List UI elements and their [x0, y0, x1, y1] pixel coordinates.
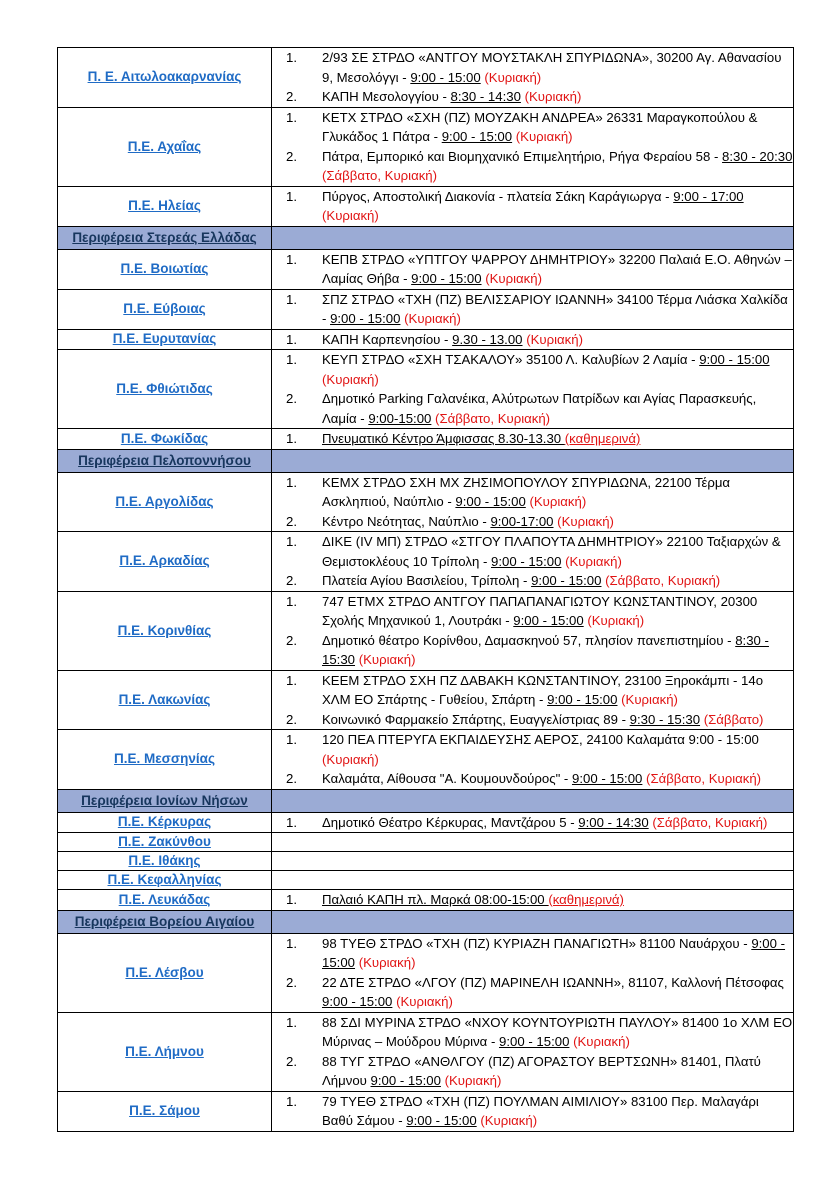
location-item	[272, 389, 793, 428]
location-list	[272, 592, 793, 670]
item-number: 2.	[286, 711, 297, 727]
location-item	[272, 890, 793, 910]
region-row	[58, 871, 794, 890]
item-number: 2.	[286, 391, 297, 406]
location-text: ΣΠΖ ΣΤΡΔΟ «ΤΧΗ (ΠΖ) ΒΕΛΙΣΣΑΡΙΟΥ ΙΩΑΝΝΗ» 34100 Τέρμα Λιάσκα Χαλκίδα -	[322, 291, 788, 326]
location-list	[272, 890, 793, 910]
hours-text: 8:30 - 15:30	[322, 632, 769, 667]
item-number: 2.	[286, 148, 297, 164]
region-row	[58, 329, 794, 350]
item-number: 1.	[286, 474, 297, 490]
item-number: 1.	[286, 892, 297, 907]
region-link[interactable]: Π.Ε. Ευρυτανίας	[112, 331, 217, 347]
locations-cell	[272, 591, 794, 670]
days-note: (καθημερινά)	[564, 431, 641, 446]
location-item	[272, 48, 793, 87]
hours-text: 9:00 - 15:00	[410, 69, 481, 85]
region-link[interactable]: Π.Ε. Ιθάκης	[128, 853, 201, 868]
region-name-cell	[58, 933, 272, 1012]
location-text: ΚΕΤΧ ΣΤΡΔΟ «ΣΧΗ (ΠΖ) ΜΟΥΖΑΚΗ ΑΝΔΡΕΑ» 26331 Μαραγκοπούλου & Γλυκάδος 1 Πάτρα -	[322, 109, 758, 144]
region-name-cell	[58, 532, 272, 592]
location-item	[272, 1013, 793, 1052]
region-link[interactable]: Π.Ε. Βοιωτίας	[120, 261, 209, 276]
days-note: (Σάββατο, Κυριακή)	[646, 771, 762, 786]
region-name-cell	[58, 890, 272, 911]
days-note: (Κυριακή)	[485, 271, 542, 286]
locations-cell	[272, 249, 794, 289]
item-number: 1.	[286, 352, 297, 367]
region-name-cell	[58, 591, 272, 670]
hours-text: Παλαιό ΚΑΠΗ πλ. Μαρκά 08:00-15:00	[322, 892, 549, 907]
hours-text: Πνευματικό Κέντρο Άμφισσας 8.30-13.30	[322, 431, 565, 446]
locations-cell	[272, 107, 794, 186]
section-header-row	[58, 789, 794, 812]
location-item	[272, 250, 793, 289]
locations-cell	[272, 350, 794, 429]
days-note: (Κυριακή)	[404, 311, 461, 326]
item-number: 2.	[286, 632, 297, 648]
location-item	[272, 290, 793, 329]
location-list	[272, 350, 793, 428]
hours-text: 8:30 - 14:30	[450, 89, 521, 104]
locations-cell	[272, 532, 794, 592]
location-text: 2/93 ΣΕ ΣΤΡΔΟ «ΑΝΤΓΟΥ ΜΟΥΣΤΑΚΛΗ ΣΠΥΡΙΔΩΝΑ», 30200 Αγ. Αθανασίου 9, Μεσολόγγι -	[322, 50, 782, 85]
hours-text: 9:00 - 15:00	[699, 352, 770, 367]
region-link[interactable]: Π.Ε. Εύβοιας	[123, 301, 206, 316]
days-note: (Κυριακή)	[524, 89, 582, 104]
locations-cell	[272, 890, 794, 911]
region-link[interactable]: Π.Ε. Φωκίδας	[120, 430, 209, 446]
days-note: (Κυριακή)	[358, 652, 416, 667]
days-note: (Κυριακή)	[587, 613, 645, 628]
item-number: 1.	[286, 935, 297, 951]
location-list	[272, 473, 793, 532]
region-link[interactable]: Π.Ε. Φθιώτιδας	[116, 381, 213, 396]
region-name-cell	[58, 186, 272, 226]
section-title: Περιφέρεια Ιονίων Νήσων	[81, 792, 248, 808]
location-text: ΚΕΕΜ ΣΤΡΔΟ ΣΧΗ ΠΖ ΔΑΒΑΚΗ ΚΩΝΣΤΑΝΤΙΝΟΥ, 23100 Ξηροκάμπι - 14ο ΧΛΜ ΕΟ Σπάρτης - Γυθείου, Σπάρτη -	[322, 672, 764, 707]
location-text: 88 ΤΥΓ ΣΤΡΔΟ «ΑΝΘΛΓΟΥ (ΠΖ) ΑΓΟΡΑΣΤΟΥ ΒΕΡΤΣΩΝΗ» 81401, Πλατύ Λήμνου	[322, 1053, 761, 1088]
region-row	[58, 1012, 794, 1091]
region-link[interactable]: Π.Ε. Ζακύνθου	[118, 834, 211, 849]
schedule-table	[57, 47, 794, 1132]
location-item	[272, 87, 793, 107]
item-number: 1.	[286, 251, 297, 267]
hours-text: 9:00 - 15:00	[499, 1034, 570, 1049]
hours-text: 9:00 - 15:00	[455, 494, 526, 509]
hours-text: 9.30 - 13.00	[452, 331, 523, 347]
location-text: 98 ΤΥΕΘ ΣΤΡΔΟ «ΤΧΗ (ΠΖ) ΚΥΡΙΑΖΗ ΠΑΝΑΓΙΩΤΗ» 81100 Ναυάρχου -	[322, 935, 752, 951]
region-name-cell	[58, 249, 272, 289]
locations-cell	[272, 812, 794, 833]
section-title: Περιφέρεια Στερεάς Ελλάδας	[72, 229, 257, 245]
region-link[interactable]: Π.Ε. Κέρκυρας	[117, 814, 212, 830]
location-list	[272, 532, 793, 591]
location-text: ΚΕΠΒ ΣΤΡΔΟ «ΥΠΤΓΟΥ ΨΑΡΡΟΥ ΔΗΜΗΤΡΙΟΥ» 32200 Παλαιά Ε.Ο. Αθηνών – Λαμίας Θήβα -	[322, 251, 792, 286]
region-link[interactable]: Π.Ε. Λευκάδας	[118, 891, 211, 907]
section-title: Περιφέρεια Πελοποννήσου	[78, 452, 251, 468]
locations-cell	[272, 871, 794, 890]
location-text: Κοινωνικό Φαρμακείο Σπάρτης, Ευαγγελίστριας 89 -	[322, 711, 630, 727]
region-row	[58, 472, 794, 532]
region-name-cell	[58, 730, 272, 790]
location-text: Πάτρα, Εμπορικό και Βιομηχανικό Επιμελητήριο, Ρήγα Φεραίου 58 -	[322, 148, 723, 164]
region-link[interactable]: Π.Ε. Αργολίδας	[115, 493, 214, 509]
days-note: (Κυριακή)	[480, 1113, 538, 1128]
region-name-cell	[58, 1012, 272, 1091]
days-note: (Κυριακή)	[529, 494, 587, 509]
locations-cell	[272, 186, 794, 226]
item-number: 1.	[286, 431, 297, 446]
hours-text: 9:00 - 15:00	[330, 311, 401, 326]
region-row	[58, 852, 794, 871]
section-header-empty-cell	[272, 226, 794, 249]
days-note: (καθημερινά)	[548, 892, 624, 907]
hours-text: 9:00 - 15:00	[571, 771, 643, 786]
region-row	[58, 812, 794, 833]
location-list	[272, 187, 793, 226]
section-header-empty-cell	[272, 789, 794, 812]
location-text: 747 ΕΤΜΧ ΣΤΡΔΟ ΑΝΤΓΟΥ ΠΑΠΑΠΑΝΑΓΙΩΤΟΥ ΚΩΝΣΤΑΝΤΙΝΟΥ, 20300 Σχολής Μηχανικού 1, Λουτράκι -	[322, 593, 758, 628]
region-name-cell	[58, 670, 272, 730]
days-note: (Κυριακή)	[573, 1034, 630, 1049]
item-number: 2.	[286, 974, 297, 990]
locations-cell	[272, 429, 794, 450]
location-list	[272, 250, 793, 289]
section-header-empty-cell	[272, 449, 794, 472]
location-text: ΚΕΥΠ ΣΤΡΔΟ «ΣΧΗ ΤΣΑΚΑΛΟΥ» 35100 Λ. Καλυβίων 2 Λαμία -	[322, 352, 700, 367]
region-name-cell	[58, 1091, 272, 1131]
locations-cell	[272, 670, 794, 730]
region-row	[58, 532, 794, 592]
location-list	[272, 730, 793, 789]
region-row	[58, 186, 794, 226]
location-list	[272, 1092, 793, 1131]
locations-cell	[272, 472, 794, 532]
region-row	[58, 107, 794, 186]
hours-text: 8:30 - 20:30	[722, 148, 793, 164]
region-link[interactable]: Π.Ε. Λήμνου	[125, 1043, 204, 1059]
days-note: (Σάββατο, Κυριακή)	[322, 168, 438, 183]
region-row	[58, 350, 794, 429]
location-item	[272, 350, 793, 389]
location-text: ΚΕΜΧ ΣΤΡΔΟ ΣΧΗ ΜΧ ΖΗΣΙΜΟΠΟΥΛΟΥ ΣΠΥΡΙΔΩΝΑ, 22100 Τέρμα Ασκληπιού, Ναύπλιο -	[322, 474, 731, 509]
item-number: 1.	[286, 593, 297, 609]
region-link[interactable]: Π.Ε. Αρκαδίας	[119, 553, 210, 569]
region-link[interactable]: Π.Ε. Αχαΐας	[127, 138, 202, 154]
hours-text: 9:00-15:00	[368, 410, 432, 426]
location-list	[272, 934, 793, 1012]
locations-cell	[272, 833, 794, 852]
location-item	[272, 769, 793, 789]
location-text: 120 ΠΕΑ ΠΤΕΡΥΓΑ ΕΚΠΑΙΔΕΥΣΗΣ ΑΕΡΟΣ, 24100 Καλαμάτα 9:00 - 15:00	[322, 732, 759, 747]
item-number: 1.	[286, 814, 297, 830]
days-note: (Σάββατο, Κυριακή)	[605, 573, 721, 588]
days-note: (Κυριακή)	[565, 553, 622, 569]
item-number: 2.	[286, 513, 297, 529]
location-item	[272, 671, 793, 710]
region-link[interactable]: Π.Ε. Ηλείας	[128, 198, 201, 213]
location-text: Δημοτικό θέατρο Κορίνθου, Δαμασκηνού 57, πλησίον πανεπιστημίου -	[322, 632, 736, 648]
hours-text: 9:00 - 17:00	[673, 188, 744, 204]
locations-cell	[272, 1012, 794, 1091]
days-note: (Κυριακή)	[484, 69, 542, 85]
item-number: 2.	[286, 771, 297, 786]
location-item	[272, 429, 793, 449]
region-row	[58, 933, 794, 1012]
region-name-cell	[58, 812, 272, 833]
days-note: (Κυριακή)	[557, 513, 614, 529]
item-number: 1.	[286, 109, 297, 125]
item-number: 2.	[286, 573, 297, 588]
region-link[interactable]: Π.Ε. Κεφαλληνίας	[107, 872, 222, 887]
section-header-empty-cell	[272, 910, 794, 933]
hours-text: 9:00 - 15:00	[531, 573, 602, 588]
region-row	[58, 591, 794, 670]
section-header-cell	[58, 910, 272, 933]
locations-cell	[272, 933, 794, 1012]
location-text: Πύργος, Αποστολική Διακονία - πλατεία Σάκη Καράγιωργα -	[322, 188, 674, 204]
location-item	[272, 934, 793, 973]
section-header-cell	[58, 789, 272, 812]
item-number: 1.	[286, 534, 297, 549]
region-name-cell	[58, 329, 272, 350]
region-row	[58, 429, 794, 450]
region-name-cell	[58, 429, 272, 450]
location-text: Καλαμάτα, Αίθουσα "Α. Κουμουνδούρος" -	[322, 771, 572, 786]
location-list	[272, 330, 793, 350]
location-text: Δημοτικό Θέατρο Κέρκυρας, Μαντζάρου 5 -	[322, 814, 579, 830]
section-header-row	[58, 449, 794, 472]
item-number: 1.	[286, 732, 297, 747]
location-text: 88 ΣΔΙ ΜΥΡΙΝΑ ΣΤΡΔΟ «ΝΧΟΥ ΚΟΥΝΤΟΥΡΙΩΤΗ ΠΑΥΛΟΥ» 81400 1ο ΧΛΜ ΕΟ Μύρινας – Μούδρου Μύρινα -	[322, 1014, 793, 1049]
locations-cell	[272, 329, 794, 350]
location-item	[272, 532, 793, 571]
days-note: (Κυριακή)	[526, 331, 583, 347]
region-link[interactable]: Π.Ε. Λέσβου	[125, 964, 204, 980]
days-note: (Κυριακή)	[396, 994, 453, 1009]
location-item	[272, 187, 793, 226]
location-item	[272, 147, 793, 186]
location-list	[272, 429, 793, 449]
item-number: 1.	[286, 1014, 297, 1030]
region-name-cell	[58, 852, 272, 871]
region-row	[58, 249, 794, 289]
hours-text: 9:30 - 15:30	[629, 711, 701, 727]
locations-cell	[272, 852, 794, 871]
location-list	[272, 813, 793, 833]
item-number: 1.	[286, 1093, 297, 1109]
location-item	[272, 330, 793, 350]
locations-cell	[272, 730, 794, 790]
location-text: Δημοτικό Parking Γαλανέικα, Αλύτρωτων Πατρίδων και Αγίας Παρασκευής, Λαμία -	[322, 391, 757, 426]
region-link[interactable]: Π.Ε. Μεσσηνίας	[114, 751, 215, 767]
location-text: 22 ΔΤΕ ΣΤΡΔΟ «ΛΓΟΥ (ΠΖ) ΜΑΡΙΝΕΛΗ ΙΩΑΝΝΗ», 81107, Καλλονή Πέτσοφας	[322, 974, 784, 990]
region-name-cell	[58, 107, 272, 186]
region-row	[58, 48, 794, 108]
locations-cell	[272, 1091, 794, 1131]
region-row	[58, 289, 794, 329]
location-text: 79 ΤΥΕΘ ΣΤΡΔΟ «ΤΧΗ (ΠΖ) ΠΟΥΛΜΑΝ ΑΙΜΙΛΙΟΥ» 83100 Περ. Μαλαγάρι Βαθύ Σάμου -	[322, 1093, 759, 1128]
hours-text: 9:00 - 14:30	[578, 814, 649, 830]
region-row	[58, 1091, 794, 1131]
location-item	[272, 571, 793, 591]
location-item	[272, 592, 793, 631]
region-name-cell	[58, 472, 272, 532]
hours-text: 9:00 - 15:00	[441, 129, 513, 144]
days-note: (Κυριακή)	[444, 1073, 502, 1088]
location-text: Πλατεία Αγίου Βασιλείου, Τρίπολη -	[322, 573, 532, 588]
location-item	[272, 730, 793, 769]
region-link[interactable]: Π.Ε. Λακωνίας	[118, 691, 211, 707]
location-item	[272, 710, 793, 730]
hours-text: 9:00 - 15:00	[547, 692, 618, 707]
location-list	[272, 290, 793, 329]
days-note: (Κυριακή)	[515, 129, 573, 144]
region-name-cell	[58, 48, 272, 108]
locations-cell	[272, 48, 794, 108]
location-item	[272, 512, 793, 532]
hours-text: 9:00 - 15:00	[411, 271, 482, 286]
days-note: (Κυριακή)	[322, 751, 379, 767]
days-note: (Σάββατο, Κυριακή)	[435, 410, 551, 426]
item-number: 2.	[286, 1053, 297, 1069]
location-list	[272, 671, 793, 730]
region-name-cell	[58, 833, 272, 852]
item-number: 1.	[286, 50, 297, 65]
section-header-cell	[58, 449, 272, 472]
location-text: ΔΙΚΕ (IV ΜΠ) ΣΤΡΔΟ «ΣΤΓΟΥ ΠΛΑΠΟΥΤΑ ΔΗΜΗΤΡΙΟΥ» 22100 Ταξιαρχών & Θεμιστοκλέους 10 Τρίπολη -	[322, 534, 781, 569]
location-list	[272, 48, 793, 107]
location-text: ΚΑΠΗ Μεσολογγίου -	[322, 89, 451, 104]
location-item	[272, 973, 793, 1012]
location-item	[272, 1092, 793, 1131]
hours-text: 9:00 - 15:00	[322, 935, 786, 970]
days-note: (Κυριακή)	[621, 692, 678, 707]
days-note: (Σάββατο)	[703, 711, 764, 727]
item-number: 1.	[286, 291, 297, 307]
days-note: (Κυριακή)	[322, 371, 379, 387]
region-row	[58, 833, 794, 852]
item-number: 1.	[286, 188, 297, 204]
days-note: (Σάββατο, Κυριακή)	[652, 814, 768, 830]
section-header-row	[58, 910, 794, 933]
hours-text: 9:00 - 15:00	[491, 553, 562, 569]
item-number: 2.	[286, 89, 297, 104]
region-name-cell	[58, 350, 272, 429]
region-name-cell	[58, 871, 272, 890]
hours-text: 9:00 - 15:00	[370, 1073, 441, 1088]
days-note: (Κυριακή)	[322, 208, 379, 223]
days-note: (Κυριακή)	[358, 955, 416, 970]
schedule-table-body	[58, 48, 794, 1132]
location-item	[272, 1052, 793, 1091]
section-title: Περιφέρεια Βορείου Αιγαίου	[74, 913, 255, 929]
location-text: Κέντρο Νεότητας, Ναύπλιο -	[322, 513, 491, 529]
location-list	[272, 1013, 793, 1091]
region-row	[58, 730, 794, 790]
location-list	[272, 108, 793, 186]
region-name-cell	[58, 289, 272, 329]
location-text: ΚΑΠΗ Καρπενησίου -	[322, 331, 453, 347]
region-row	[58, 890, 794, 911]
region-link[interactable]: Π. Ε. Αιτωλοακαρνανίας	[87, 69, 242, 85]
hours-text: 9:00 - 15:00	[406, 1113, 477, 1128]
hours-text: 9:00 - 15:00	[322, 994, 393, 1009]
location-item	[272, 108, 793, 147]
section-header-cell	[58, 226, 272, 249]
location-item	[272, 813, 793, 833]
locations-cell	[272, 289, 794, 329]
item-number: 1.	[286, 331, 297, 347]
hours-text: 9:00-17:00	[490, 513, 554, 529]
item-number: 1.	[286, 672, 297, 688]
region-row	[58, 670, 794, 730]
location-item	[272, 473, 793, 512]
location-item	[272, 631, 793, 670]
hours-text: 9:00 - 15:00	[513, 613, 584, 628]
region-link[interactable]: Π.Ε. Κορινθίας	[117, 622, 212, 638]
section-header-row	[58, 226, 794, 249]
region-link[interactable]: Π.Ε. Σάμου	[129, 1103, 200, 1118]
